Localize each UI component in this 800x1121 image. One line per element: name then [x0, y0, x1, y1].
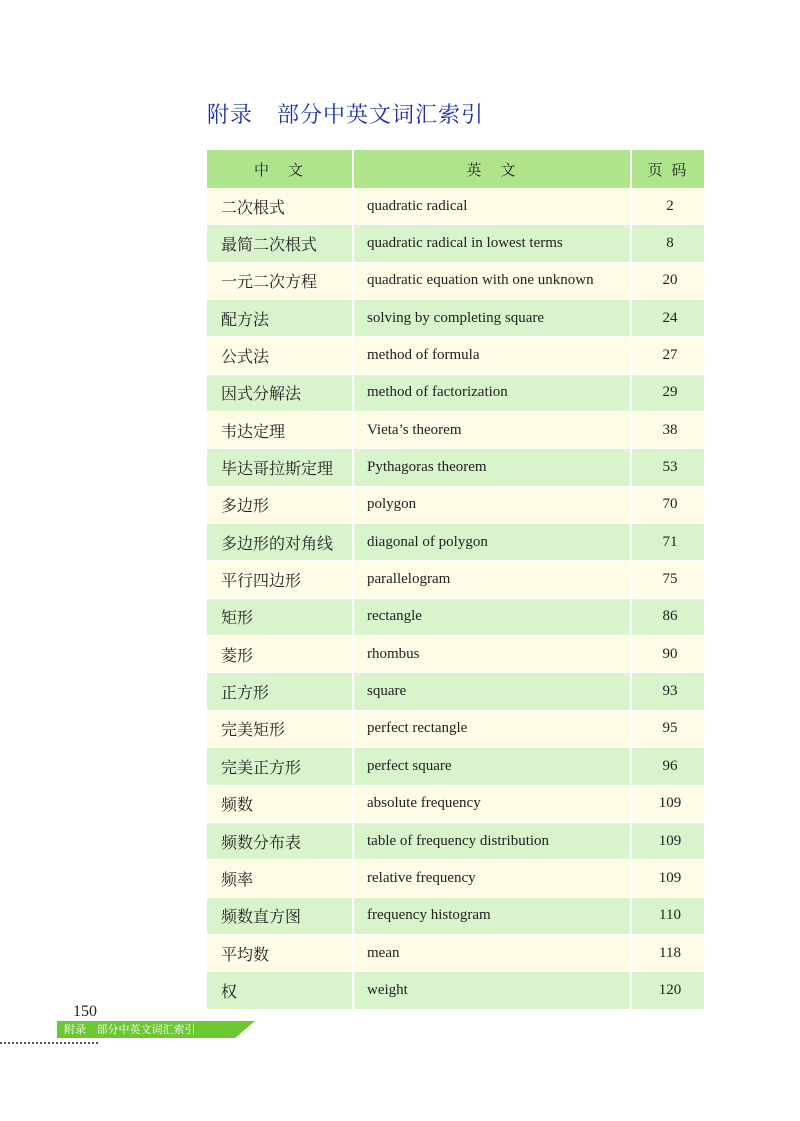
table-row	[207, 710, 704, 747]
table-row	[207, 523, 704, 560]
table-row	[207, 560, 704, 597]
table-row	[207, 747, 704, 784]
term-chinese: 平均数	[207, 934, 352, 971]
term-page: 24	[630, 299, 704, 336]
table-row	[207, 336, 704, 373]
term-chinese: 完美正方形	[207, 747, 352, 784]
table-row	[207, 299, 704, 336]
term-page: 110	[630, 897, 704, 934]
table-row	[207, 971, 704, 1008]
term-english: absolute frequency	[352, 785, 630, 822]
term-chinese: 毕达哥拉斯定理	[207, 448, 352, 485]
term-english: parallelogram	[352, 560, 630, 597]
footer-dotted-rule	[0, 1042, 98, 1044]
term-english: perfect rectangle	[352, 710, 630, 747]
term-page: 75	[630, 560, 704, 597]
term-page: 53	[630, 448, 704, 485]
term-english: perfect square	[352, 747, 630, 784]
table-row	[207, 822, 704, 859]
table-row	[207, 188, 704, 224]
page-title: 附录 部分中英文词汇索引	[207, 103, 484, 128]
term-chinese: 配方法	[207, 299, 352, 336]
term-page: 86	[630, 598, 704, 635]
term-english: weight	[352, 971, 630, 1008]
term-chinese: 菱形	[207, 635, 352, 672]
term-page: 20	[630, 262, 704, 299]
table-header-row	[207, 150, 704, 188]
page-number: 150	[73, 1003, 97, 1020]
term-page: 2	[630, 188, 704, 224]
term-english: table of frequency distribution	[352, 822, 630, 859]
term-chinese: 多边形	[207, 486, 352, 523]
term-page: 118	[630, 934, 704, 971]
term-chinese: 完美矩形	[207, 710, 352, 747]
term-page: 71	[630, 523, 704, 560]
term-chinese: 频数分布表	[207, 822, 352, 859]
table-row	[207, 448, 704, 485]
term-page: 93	[630, 672, 704, 709]
term-english: diagonal of polygon	[352, 523, 630, 560]
term-page: 95	[630, 710, 704, 747]
term-chinese: 平行四边形	[207, 560, 352, 597]
header-english: 英 文	[352, 150, 630, 188]
table-row	[207, 785, 704, 822]
term-english: quadratic radical	[352, 188, 630, 224]
term-page: 109	[630, 822, 704, 859]
term-english: method of formula	[352, 336, 630, 373]
table-row	[207, 224, 704, 261]
term-chinese: 公式法	[207, 336, 352, 373]
term-english: Vieta’s theorem	[352, 411, 630, 448]
table-row	[207, 635, 704, 672]
term-chinese: 频数直方图	[207, 897, 352, 934]
term-page: 96	[630, 747, 704, 784]
term-chinese: 韦达定理	[207, 411, 352, 448]
term-english: solving by completing square	[352, 299, 630, 336]
term-chinese: 二次根式	[207, 188, 352, 224]
term-page: 27	[630, 336, 704, 373]
term-page: 38	[630, 411, 704, 448]
term-english: mean	[352, 934, 630, 971]
term-chinese: 权	[207, 971, 352, 1008]
table-row	[207, 859, 704, 896]
term-english: frequency histogram	[352, 897, 630, 934]
table-row	[207, 598, 704, 635]
term-chinese: 正方形	[207, 672, 352, 709]
term-english: quadratic equation with one unknown	[352, 262, 630, 299]
term-page: 70	[630, 486, 704, 523]
table-row	[207, 411, 704, 448]
term-english: polygon	[352, 486, 630, 523]
term-english: rhombus	[352, 635, 630, 672]
table-row	[207, 897, 704, 934]
term-page: 8	[630, 224, 704, 261]
table-row	[207, 374, 704, 411]
term-page: 109	[630, 859, 704, 896]
term-page: 120	[630, 971, 704, 1008]
term-english: quadratic radical in lowest terms	[352, 224, 630, 261]
header-chinese: 中 文	[207, 150, 352, 188]
table-row	[207, 934, 704, 971]
term-chinese: 矩形	[207, 598, 352, 635]
term-english: square	[352, 672, 630, 709]
vocabulary-index-table	[207, 150, 704, 1009]
table-row	[207, 486, 704, 523]
term-chinese: 最简二次根式	[207, 224, 352, 261]
table-row	[207, 262, 704, 299]
table-row	[207, 672, 704, 709]
footer-section-label: 附录 部分中英文词汇索引	[64, 1023, 196, 1036]
term-page: 90	[630, 635, 704, 672]
term-chinese: 一元二次方程	[207, 262, 352, 299]
term-chinese: 多边形的对角线	[207, 523, 352, 560]
term-english: method of factorization	[352, 374, 630, 411]
term-page: 109	[630, 785, 704, 822]
term-english: Pythagoras theorem	[352, 448, 630, 485]
term-english: rectangle	[352, 598, 630, 635]
term-page: 29	[630, 374, 704, 411]
term-chinese: 频率	[207, 859, 352, 896]
term-english: relative frequency	[352, 859, 630, 896]
header-page: 页 码	[630, 150, 704, 188]
term-chinese: 频数	[207, 785, 352, 822]
term-chinese: 因式分解法	[207, 374, 352, 411]
